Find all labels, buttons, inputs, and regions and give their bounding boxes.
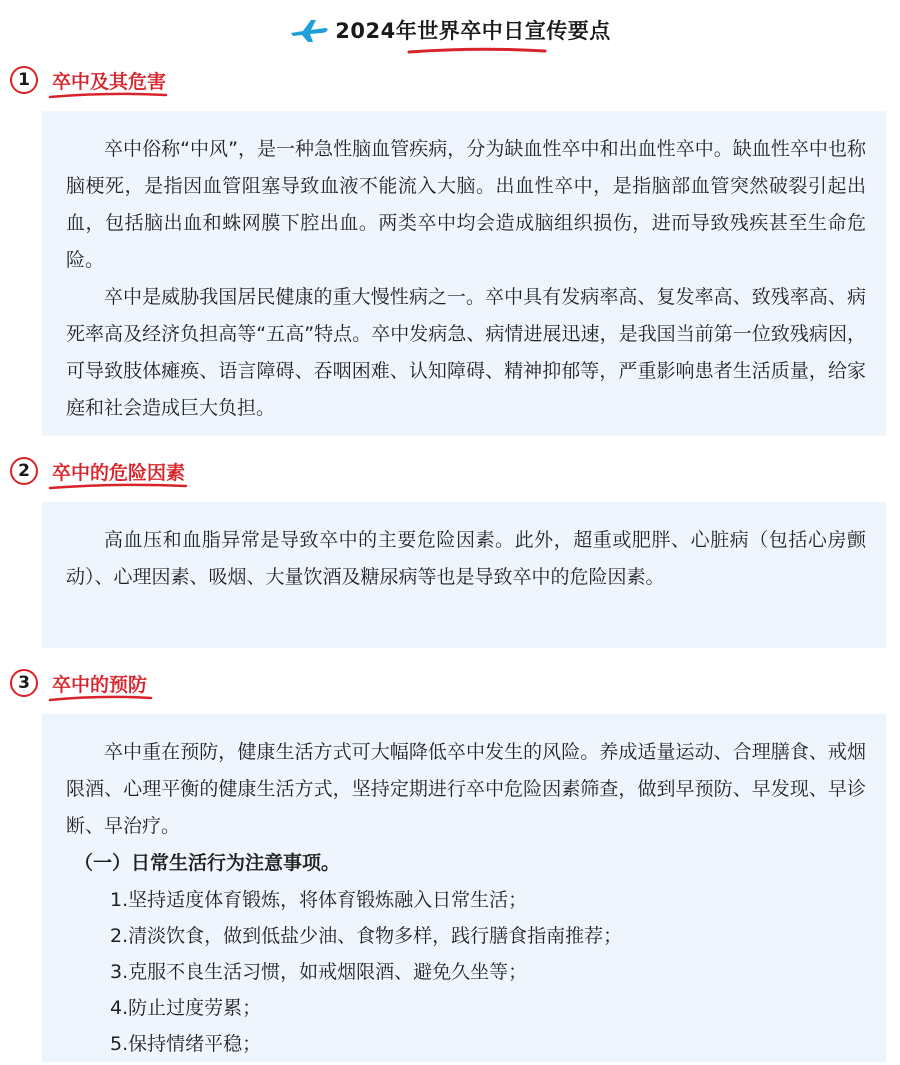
tips-list bbox=[66, 882, 866, 1062]
section-2-header bbox=[10, 453, 185, 489]
paragraph: 卒中俗称“中风”，是一种急性脑血管疾病，分为缺血性卒中和出血性卒中。缺血性卒中也称脑梗死，是指因血管阻塞导致血液不能流入大脑。出血性卒中，是指脑部血管突然破裂引起出血，包括脑出血和蛛网膜下腔出血。两类卒中均会造成脑组织损伤，进而导致残疾甚至生命危险。 bbox=[66, 138, 866, 271]
paragraph: 卒中是威胁我国居民健康的重大慢性病之一。卒中具有发病率高、复发率高、致残率高、病死率高及经济负担高等“五高”特点。卒中发病急、病情进展迅速，是我国当前第一位致残病因，可导致肢体瘫痪、语言障碍、吞咽困难、认知障碍、精神抑郁等，严重影响患者生活质量，给家庭和社会造成巨大负担。 bbox=[66, 286, 866, 419]
section-title bbox=[52, 458, 185, 485]
list-item: 2.清淡饮食，做到低盐少油、食物多样，践行膳食指南推荐； bbox=[110, 925, 623, 947]
section-title-text: 卒中的危险因素 bbox=[52, 461, 186, 484]
list-item: 5.保持情绪平稳； bbox=[110, 1033, 262, 1055]
paragraph: 卒中重在预防，健康生活方式可大幅降低卒中发生的风险。养成适量运动、合理膳食、戒烟限酒、心理平衡的健康生活方式，坚持定期进行卒中危险因素筛查，做到早预防、早发现、早诊断、早治疗。 bbox=[66, 741, 866, 837]
title-underline-decoration bbox=[48, 91, 168, 101]
section-1-content bbox=[42, 111, 886, 436]
section-3-header bbox=[10, 665, 147, 701]
title-underline-decoration bbox=[48, 694, 153, 704]
list-item: 4.防止过度劳累； bbox=[110, 997, 262, 1019]
subheading: （一）日常生活行为注意事项。 bbox=[74, 852, 341, 874]
paragraph: 高血压和血脂异常是导致卒中的主要危险因素。此外，超重或肥胖、心脏病（包括心房颤动）、心理因素、吸烟、大量饮酒及糖尿病等也是导致卒中的危险因素。 bbox=[66, 529, 866, 588]
airplane-icon bbox=[289, 15, 329, 45]
section-number-badge: 3 bbox=[10, 669, 38, 697]
section-title bbox=[52, 67, 166, 94]
list-item: 1.坚持适度体育锻炼，将体育锻炼融入日常生活； bbox=[110, 889, 528, 911]
page-title: 2024年世界卒中日宣传要点 bbox=[335, 19, 611, 43]
section-2-content bbox=[42, 502, 886, 648]
list-item: 3.克服不良生活习惯，如戒烟限酒、避免久坐等； bbox=[110, 961, 528, 983]
title-underline-decoration bbox=[407, 46, 547, 56]
page-header bbox=[0, 8, 900, 52]
section-title-text: 卒中的预防 bbox=[52, 673, 148, 696]
title-underline-decoration bbox=[48, 482, 188, 492]
section-1-header bbox=[10, 62, 166, 98]
section-3-content bbox=[42, 714, 886, 1062]
section-title bbox=[52, 670, 147, 697]
section-number-badge: 1 bbox=[10, 66, 38, 94]
section-number-badge: 2 bbox=[10, 457, 38, 485]
section-title-text: 卒中及其危害 bbox=[52, 70, 167, 93]
